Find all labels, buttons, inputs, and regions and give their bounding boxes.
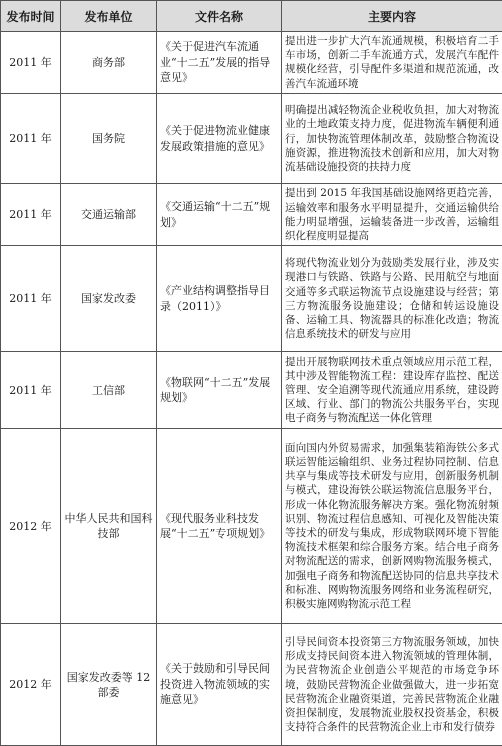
year-cell: 2011 年 (1, 246, 61, 352)
header-document: 文件名称 (157, 1, 282, 32)
year-cell: 2011 年 (1, 93, 61, 184)
content-cell: 提出到 2015 年我国基础设施网络更趋完善，运输效率和服务水平明显提升，交通运输供给能力明显增强，运输装备进一步改善，运输组织化程度明显提高 (282, 184, 502, 246)
document-cell: 《现代服务业科技发展“十二五”专项规划》 (157, 428, 282, 624)
agency-cell: 国家发改委 (61, 246, 157, 352)
table-row (1, 246, 502, 352)
document-cell: 《产业结构调整指导目录（2011）》 (157, 246, 282, 352)
header-content: 主要内容 (282, 1, 502, 32)
agency-cell: 国家发改委等 12 部委 (61, 624, 157, 746)
content-cell: 明确提出减轻物流企业税收负担，加大对物流业的土地政策支持力度，促进物流车辆便利通行，加快物流管理体制改革，鼓励整合物流设施资源，推进物流技术创新和应用，加大对物流基础设施投资的扶持力度 (282, 93, 502, 184)
year-cell: 2011 年 (1, 352, 61, 428)
agency-cell: 工信部 (61, 352, 157, 428)
table-row (1, 93, 502, 184)
year-cell: 2011 年 (1, 32, 61, 94)
table-row (1, 428, 502, 624)
agency-cell: 交通运输部 (61, 184, 157, 246)
agency-cell: 商务部 (61, 32, 157, 94)
document-cell: 《交通运输“十二五”规划》 (157, 184, 282, 246)
table-row (1, 352, 502, 428)
header-year: 发布时间 (1, 1, 61, 32)
year-cell: 2011 年 (1, 184, 61, 246)
document-cell: 《物联网“十二五”发展规划》 (157, 352, 282, 428)
agency-cell: 国务院 (61, 93, 157, 184)
table-row (1, 32, 502, 94)
table-row (1, 184, 502, 246)
content-cell: 提出开展物联网技术重点领域应用示范工程，其中涉及智能物流工程：建设库存监控、配送管理、安全追溯等现代流通应用系统，建设跨区域、行业、部门的物流公共服务平台，实现电子商务与物流配送一体化管理 (282, 352, 502, 428)
year-cell: 2012 年 (1, 624, 61, 746)
document-cell: 《关于促进汽车流通业“十二五”发展的指导意见》 (157, 32, 282, 94)
content-cell: 提出进一步扩大汽车流通规模，积极培育二手车市场，创新二手车流通方式，发展汽车配件规模化经营，引导配件多渠道和规范流通，改善汽车流通环境 (282, 32, 502, 94)
year-cell: 2012 年 (1, 428, 61, 624)
header-agency: 发布单位 (61, 1, 157, 32)
agency-cell: 中华人民共和国科技部 (61, 428, 157, 624)
table-row (1, 624, 502, 746)
content-cell: 将现代物流业划分为鼓励类发展行业，涉及实现港口与铁路、铁路与公路、民用航空与地面交通等多式联运物流节点设施建设与经营；第三方物流服务设施建设；仓储和转运设施设备、运输工具、物流器具的标准化改造；物流信息系统技术的研发与应用 (282, 246, 502, 352)
content-cell: 引导民间资本投资第三方物流服务领域，加快形成支持民间资本进入物流领域的管理体制，为民营物流企业创造公平规范的市场竞争环境，鼓励民营物流企业做强做大，进一步拓宽民营物流企业融资渠道，完善民营物流企业融资担保制度，发展物流业股权投资基金，积极支持符合条件的民营物流企业上市和发行债券 (282, 624, 502, 746)
table-header-row (1, 1, 502, 32)
document-cell: 《关于促进物流业健康发展政策措施的意见》 (157, 93, 282, 184)
document-cell: 《关于鼓励和引导民间投资进入物流领域的实施意见》 (157, 624, 282, 746)
content-cell: 面向国内外贸易需求，加强集装箱海铁公多式联运智能运输组织、业务过程协同控制、信息共享与集成等技术研发与应用，创新服务机制与模式，建设海铁公联运物流信息服务平台，形成一体化物流服务解决方案。强化物流射频识别、物流过程信息感知、可视化及智能决策等技术的研发与集成，形成物联网环境下智能物流技术框架和综合服务方案。结合电子商务对物流配送的需求，创新网购物流服务模式，加强电子商务和物流配送协同的信息共享技术和标准、网购物流服务网络和业务流程研究，积极实施网购物流示范工程 (282, 428, 502, 624)
